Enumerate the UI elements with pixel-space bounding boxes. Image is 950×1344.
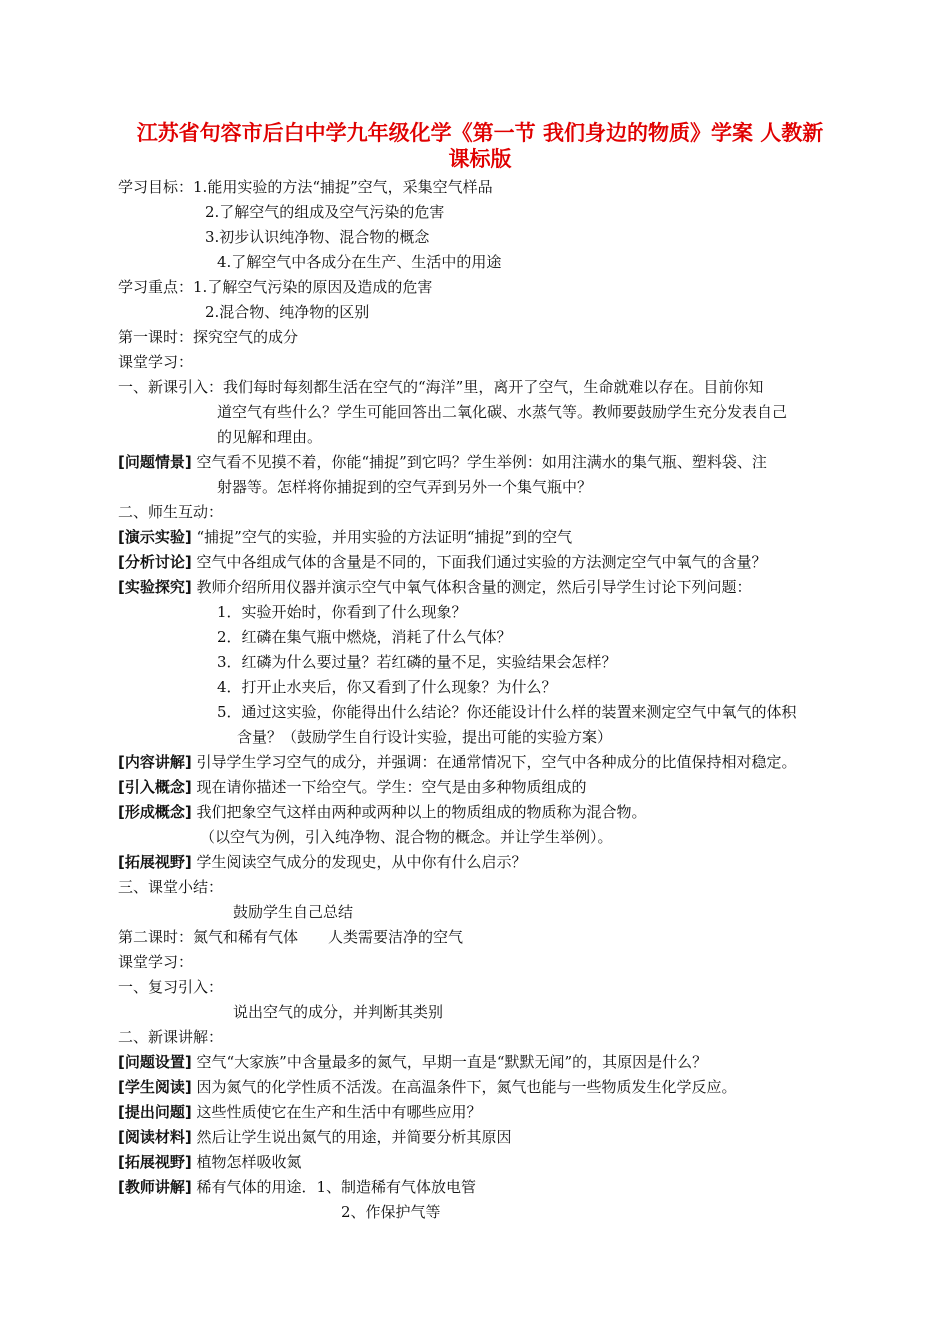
read-line <box>118 1077 737 1097</box>
intro-line-a: 一、新课引入：我们每时每刻都生活在空气的“海洋”里，离开了空气，生命就难以存在。目前你知 <box>118 378 764 396</box>
expand1-text: 学生阅读空气成分的发现史，从中你有什么启示？ <box>196 853 527 871</box>
problem-text-a: 空气看不见摸不着，你能“捕捉”到它吗？学生举例：如用注满水的集气瓶、塑料袋、注 <box>196 453 767 471</box>
tag-setq: [问题设置] <box>118 1053 192 1071</box>
question-1: 1．实验开始时，你看到了什么现象？ <box>217 603 467 621</box>
tag-analysis: [分析讨论] <box>118 553 192 571</box>
teacher-line-2: 2、作保护气等 <box>341 1203 441 1221</box>
content-text: 引导学生学习空气的成分，并强调：在通常情况下，空气中各种成分的比值保持相对稳定。 <box>196 753 797 771</box>
form-text: 我们把象空气这样由两种或两种以上的物质组成的物质称为混合物。 <box>196 803 647 821</box>
intro-line-b: 道空气有些什么？学生可能回答出二氧化碳、水蒸气等。教师要鼓励学生充分发表自己 <box>217 403 788 421</box>
tag-problem: [问题情景] <box>118 453 192 471</box>
question-4: 4．打开止水夹后，你又看到了什么现象？为什么？ <box>217 678 557 696</box>
tag-demo: [演示实验] <box>118 528 192 546</box>
question-2: 2．红磷在集气瓶中燃烧，消耗了什么气体？ <box>217 628 512 646</box>
tag-form: [形成概念] <box>118 803 192 821</box>
goal-2: 2.了解空气的组成及空气污染的危害 <box>205 203 445 221</box>
analysis-line <box>118 552 767 572</box>
review-text: 说出空气的成分，并判断其类别 <box>233 1003 444 1021</box>
raise-line <box>118 1102 482 1122</box>
form-line <box>118 802 647 822</box>
intro-line-c: 的见解和理由。 <box>217 428 323 446</box>
tag-explore: [实验探究] <box>118 578 192 596</box>
doc-title-line1: 江苏省句容市后白中学九年级化学《第一节 我们身边的物质》学案 人教新 <box>136 121 824 145</box>
read-text: 因为氮气的化学性质不活泼。在高温条件下，氮气也能与一些物质发生化学反应。 <box>196 1078 737 1096</box>
expand2-line <box>118 1152 302 1172</box>
goals-label: 学习目标： <box>118 178 194 196</box>
analysis-text: 空气中各组成气体的含量是不同的，下面我们通过实验的方法测定空气中氧气的含量？ <box>196 553 767 571</box>
expand2-text: 植物怎样吸收氮 <box>196 1153 302 1171</box>
teacher-text: 稀有气体的用途．1、制造稀有气体放电管 <box>196 1178 477 1196</box>
problem-line-a <box>118 452 767 472</box>
focus-2: 2.混合物、纯净物的区别 <box>205 303 370 321</box>
lesson2-heading: 第二课时：氮气和稀有气体 人类需要洁净的空气 <box>118 928 464 946</box>
demo-text: “捕捉”空气的实验，并用实验的方法证明“捕捉”到的空气 <box>196 528 573 546</box>
tag-raise: [提出问题] <box>118 1103 192 1121</box>
tag-introduce: [引入概念] <box>118 778 192 796</box>
classroom1-heading: 课堂学习： <box>118 353 194 371</box>
demo-line <box>118 527 572 547</box>
focus-1: 1.了解空气污染的原因及造成的危害 <box>193 278 433 296</box>
question-5a: 5．通过这实验，你能得出什么结论？你还能设计什么样的装置来测定空气中氧气的体积 <box>217 703 797 721</box>
review-heading: 一、复习引入： <box>118 978 224 996</box>
tag-expand1: [拓展视野] <box>118 853 192 871</box>
doc-title-line2: 课标版 <box>448 147 512 171</box>
focus-line1 <box>118 277 432 297</box>
tag-read: [学生阅读] <box>118 1078 192 1096</box>
tag-content: [内容讲解] <box>118 753 192 771</box>
material-line <box>118 1127 512 1147</box>
content-line <box>118 752 797 772</box>
summary-text: 鼓励学生自己总结 <box>233 903 354 921</box>
goal-3: 3.初步认识纯净物、混合物的概念 <box>205 228 430 246</box>
summary-heading: 三、课堂小结： <box>118 878 224 896</box>
tag-teacher: [教师讲解] <box>118 1178 192 1196</box>
focus-label: 学习重点： <box>118 278 194 296</box>
goal-1: 1.能用实验的方法“捕捉”空气，采集空气样品 <box>193 178 493 196</box>
expand1-line <box>118 852 527 872</box>
setq-text: 空气“大家族”中含量最多的氮气，早期一直是“默默无闻”的，其原因是什么？ <box>196 1053 708 1071</box>
tag-expand2: [拓展视野] <box>118 1153 192 1171</box>
explore-text: 教师介绍所用仪器并演示空气中氧气体积含量的测定，然后引导学生讨论下列问题： <box>196 578 752 596</box>
tag-material: [阅读材料] <box>118 1128 192 1146</box>
question-5b: 含量？（鼓励学生自行设计实验，提出可能的实验方案） <box>237 728 613 746</box>
introduce-text: 现在请你描述一下给空气。学生：空气是由多种物质组成的 <box>196 778 587 796</box>
introduce-line <box>118 777 587 797</box>
setq-line <box>118 1052 707 1072</box>
goals-line1 <box>118 177 493 197</box>
problem-line-b: 射器等。怎样将你捕捉到的空气弄到另外一个集气瓶中？ <box>217 478 593 496</box>
question-3: 3．红磷为什么要过量？若红磷的量不足，实验结果会怎样？ <box>217 653 617 671</box>
lesson1-heading: 第一课时：探究空气的成分 <box>118 328 299 346</box>
newlesson-heading: 二、新课讲解： <box>118 1028 224 1046</box>
material-text: 然后让学生说出氮气的用途，并简要分析其原因 <box>196 1128 512 1146</box>
interact-heading: 二、师生互动： <box>118 503 224 521</box>
form-note: （以空气为例，引入纯净物、混合物的概念。并让学生举例）。 <box>200 828 613 846</box>
classroom2-heading: 课堂学习： <box>118 953 194 971</box>
teacher-line <box>118 1177 476 1197</box>
raise-text: 这些性质使它在生产和生活中有哪些应用？ <box>196 1103 482 1121</box>
goal-4: 4.了解空气中各成分在生产、生活中的用途 <box>217 253 502 271</box>
explore-line <box>118 577 752 597</box>
